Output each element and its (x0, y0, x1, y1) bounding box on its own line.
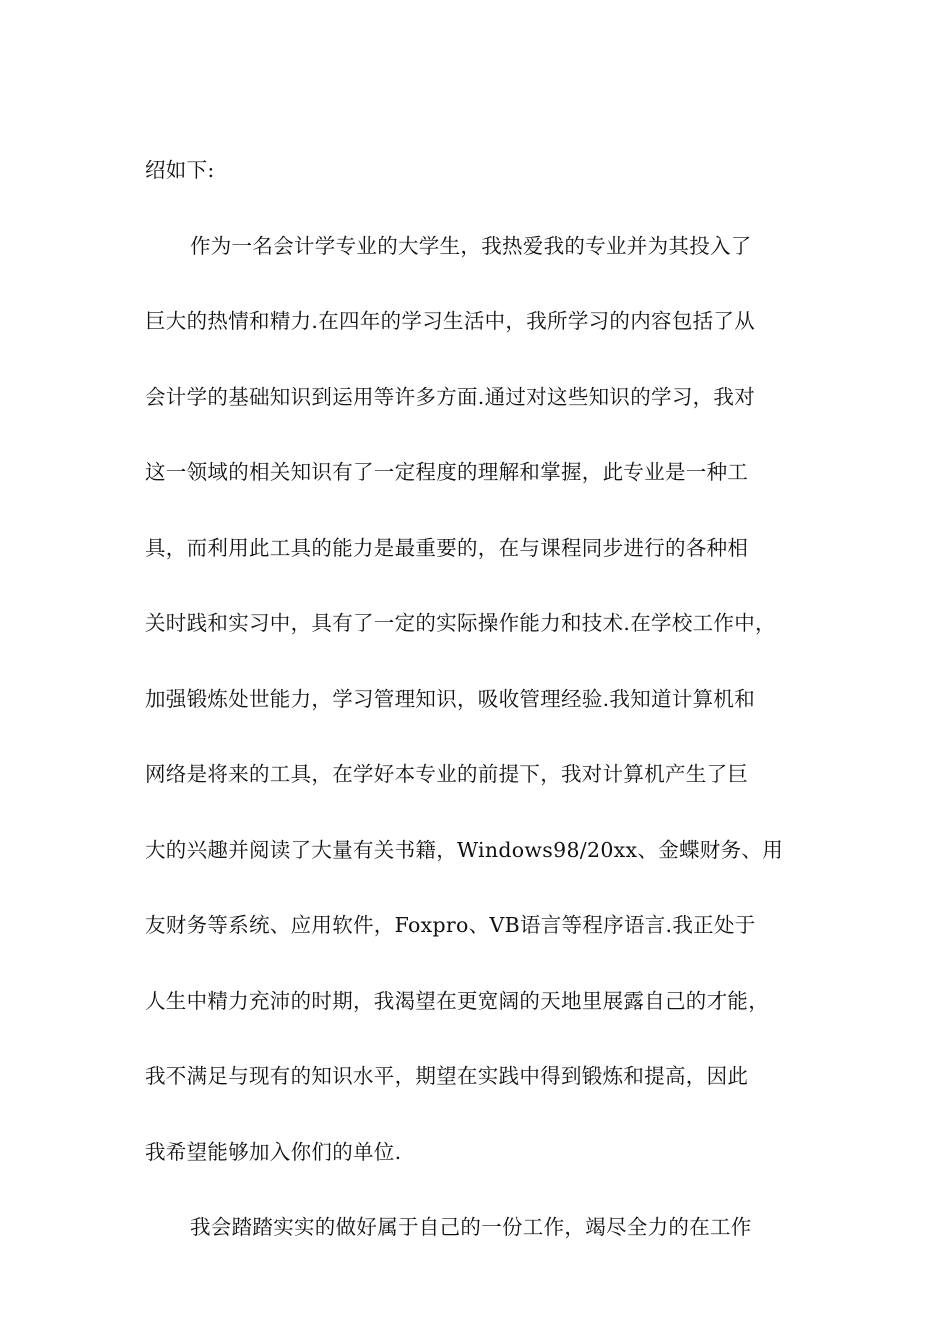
paragraph-start-line: 作为一名会计学专业的大学生，我热爱我的专业并为其投入了 (190, 233, 752, 258)
text-line: 人生中精力充沛的时期，我渴望在更宽阔的天地里展露自己的才能， (145, 988, 769, 1013)
text-line: 具，而利用此工具的能力是最重要的，在与课程同步进行的各种相 (145, 535, 749, 560)
text-line: 这一领域的相关知识有了一定程度的理解和掌握，此专业是一种工 (145, 460, 749, 484)
text-line: 我希望能够加入你们的单位. (145, 1139, 402, 1164)
text-line: 大的兴趣并阅读了大量有关书籍，Windows98/20xx、金蝶财务、用 (145, 837, 784, 862)
text-line: 网络是将来的工具，在学好本专业的前提下，我对计算机产生了巨 (145, 762, 749, 786)
text-line: 友财务等系统、应用软件，Foxpro、VB语言等程序语言.我正处于 (145, 913, 756, 937)
text-line: 加强锻炼处世能力，学习管理知识，吸收管理经验.我知道计算机和 (145, 686, 756, 711)
text-line: 绍如下: (145, 158, 215, 182)
paragraph-start-line: 我会踏踏实实的做好属于自己的一份工作，竭尽全力的在工作 (190, 1215, 752, 1239)
document-body (145, 133, 815, 1266)
text-line: 会计学的基础知识到运用等许多方面.通过对这些知识的学习，我对 (145, 384, 756, 409)
text-line: 巨大的热情和精力.在四年的学习生活中，我所学习的内容包括了从 (145, 309, 756, 333)
text-line: 我不满足与现有的知识水平，期望在实践中得到锻炼和提高，因此 (145, 1064, 749, 1088)
text-line: 关时践和实习中，具有了一定的实际操作能力和技术.在学校工作中， (145, 611, 776, 635)
